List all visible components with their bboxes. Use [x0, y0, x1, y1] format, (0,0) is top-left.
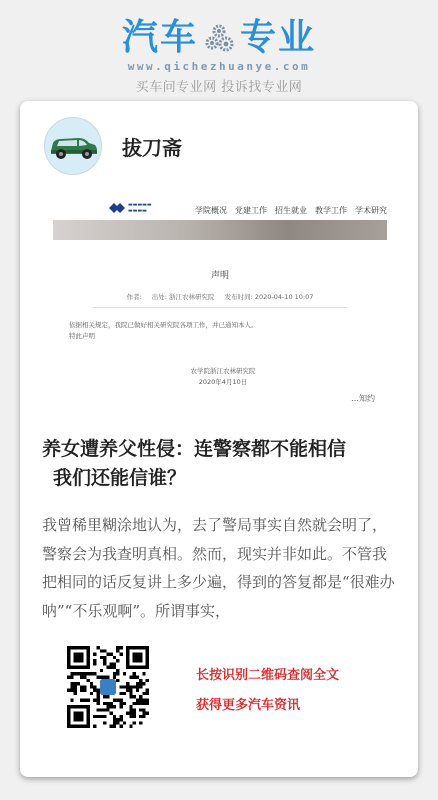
image-site-logo	[109, 202, 152, 214]
brand-url: www.qichezhuanye.com	[127, 60, 311, 73]
article-title-line: 我们还能信谁？	[53, 467, 187, 489]
image-sign-org: 农学院浙江农林研究院	[190, 367, 256, 375]
article-image[interactable]	[53, 198, 387, 418]
image-menu-item: 招生就业	[275, 206, 307, 215]
author-name: 拔刀斋	[122, 135, 182, 160]
image-meta-author: 作者:	[126, 293, 142, 301]
image-sign-date: 2020年4月10日	[198, 378, 248, 386]
article-excerpt: 我曾稀里糊涂地认为，去了警局事实自然就会明了，警察会为我查明真相。然而，现实并非如此。不管我把相同的话反复讲上多少遍，得到的答复都是“很难办呐”“不乐观啊”。所谓事实，	[42, 516, 395, 620]
image-site-logo-text: ▬▬▬▬▬ ▬▬▬▬	[128, 202, 152, 214]
image-meta-source: 出处: 浙江农林研究院	[151, 293, 215, 301]
article-card[interactable]	[20, 101, 418, 777]
image-meta	[93, 292, 347, 308]
image-body-line: 特此声明	[69, 332, 95, 340]
brand-title-left: 汽车	[121, 17, 198, 58]
gear-cluster-icon	[204, 23, 234, 53]
image-signature	[59, 366, 387, 388]
avatar[interactable]	[44, 117, 102, 175]
image-menu-item: 党建工作	[235, 206, 267, 215]
qr-cta-line: 长按识别二维码查阅全文	[196, 668, 340, 683]
qr-code[interactable]	[67, 646, 149, 728]
image-site-nav	[53, 198, 387, 220]
brand-header	[0, 18, 438, 95]
image-banner	[53, 220, 387, 240]
school-logo-icon	[109, 203, 125, 213]
image-meta-date: 发布时间: 2020-04-10 10:07	[224, 293, 314, 301]
image-body-line: 依据相关规定，我院已做好相关研究院各项工作，并已通知本人。	[69, 321, 258, 329]
brand-logo	[0, 18, 438, 58]
author-info[interactable]	[44, 117, 182, 175]
image-menu-item: 教学工作	[315, 206, 347, 215]
image-body	[69, 320, 387, 342]
image-menu-item: 学术研究	[355, 206, 387, 215]
image-watermark: …知约	[351, 394, 375, 403]
image-site-menu	[195, 205, 387, 216]
qr-call-to-action	[196, 661, 339, 721]
article-title[interactable]	[42, 435, 402, 493]
article-title-line: 养女遭养父性侵：连警察都不能相信	[42, 438, 347, 460]
brand-title-right: 专业	[240, 17, 317, 58]
image-heading: 声明	[210, 271, 229, 281]
qr-cta-line: 获得更多汽车资讯	[196, 698, 301, 713]
image-menu-item: 学院概况	[195, 206, 227, 215]
brand-slogan: 买车问专业网 投诉找专业网	[135, 80, 303, 95]
green-suv-icon	[47, 131, 99, 161]
